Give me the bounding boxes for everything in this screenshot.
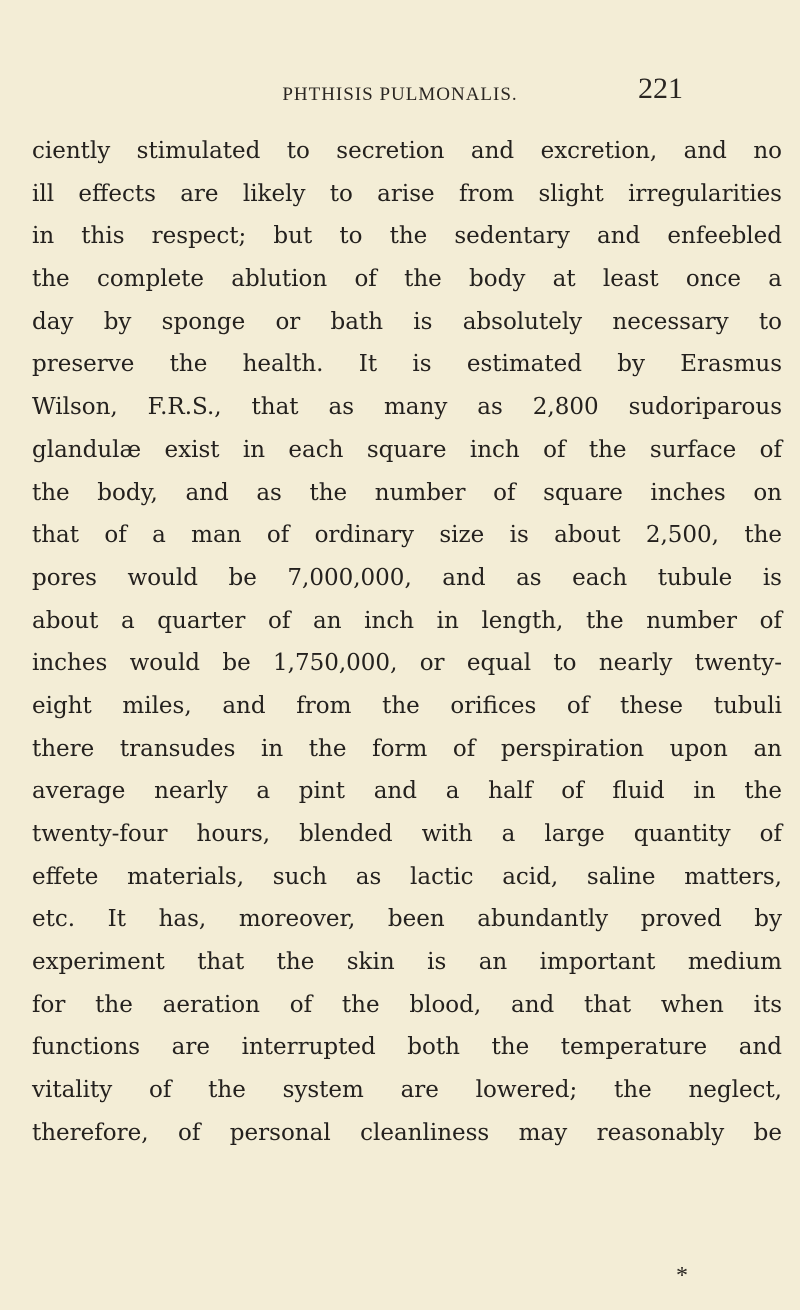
text-line: Wilson, F.R.S., that as many as 2,800 sudoriparous — [32, 394, 782, 421]
body-text — [32, 130, 782, 1155]
text-line: for the aeration of the blood, and that when its — [32, 991, 782, 1018]
text-line: experiment that the skin is an important medium — [32, 949, 782, 976]
text-line: in this respect; but to the sedentary and enfeebled — [32, 223, 782, 250]
text-line: ciently stimulated to secretion and excretion, and no — [32, 138, 782, 164]
text-line: average nearly a pint and a half of fluid in the — [32, 778, 782, 805]
running-title: PHTHISIS PULMONALIS. — [282, 84, 518, 105]
signature-mark: * — [676, 1263, 688, 1289]
text-line: the complete ablution of the body at least once a — [32, 266, 782, 293]
text-line: ill effects are likely to arise from slight irregularities — [32, 180, 782, 207]
text-line: etc. It has, moreover, been abundantly proved by — [32, 906, 782, 933]
text-line: effete materials, such as lactic acid, saline matters, — [32, 863, 782, 890]
text-line: vitality of the system are lowered; the neglect, — [32, 1077, 782, 1104]
text-line: preserve the health. It is estimated by Erasmus — [32, 351, 782, 378]
text-line: eight miles, and from the orifices of these tubuli — [32, 692, 782, 719]
page-number: 221 — [638, 72, 683, 105]
text-line: there transudes in the form of perspiration upon an — [32, 735, 782, 762]
text-line: the body, and as the number of square inches on — [32, 479, 782, 506]
text-line: therefore, of personal cleanliness may reasonably be — [32, 1119, 782, 1146]
text-line: day by sponge or bath is absolutely necessary to — [32, 308, 782, 335]
text-line: pores would be 7,000,000, and as each tubule is — [32, 564, 782, 591]
text-line: about a quarter of an inch in length, the number of — [32, 607, 782, 634]
text-line: twenty-four hours, blended with a large quantity of — [32, 821, 782, 847]
text-line: glandulæ exist in each square inch of the surface of — [32, 436, 782, 463]
text-line: functions are interrupted both the temperature and — [32, 1034, 782, 1061]
text-line: that of a man of ordinary size is about 2,500, the — [32, 522, 782, 549]
text-line: inches would be 1,750,000, or equal to nearly twenty- — [32, 650, 782, 677]
